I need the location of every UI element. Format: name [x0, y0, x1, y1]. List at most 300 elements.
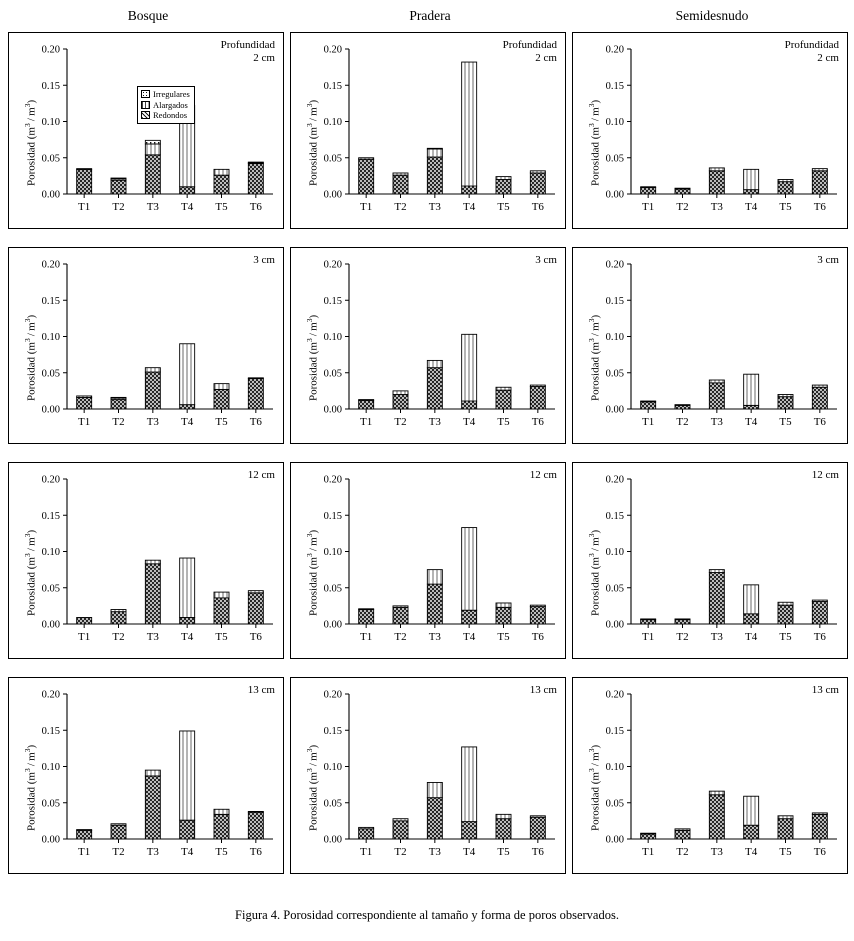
bar-segment	[530, 171, 545, 173]
bar-segment	[111, 610, 126, 612]
svg-text:0.05: 0.05	[323, 798, 342, 810]
x-tick-label: T6	[813, 631, 826, 643]
bar-segment	[530, 607, 545, 624]
x-tick-label: T5	[497, 201, 510, 213]
x-tick-label: T1	[360, 846, 373, 858]
x-tick-label: T3	[146, 846, 159, 858]
chart-panel-semidesnudo-12cm	[572, 462, 848, 659]
bar-segment	[77, 396, 92, 397]
bar-segment	[359, 159, 374, 194]
svg-text:0.00: 0.00	[41, 404, 60, 416]
panel-depth-label	[530, 684, 557, 697]
x-tick-label: T1	[78, 631, 91, 643]
chart-panel-pradera-3cm	[290, 247, 566, 444]
bar-segment	[180, 405, 195, 409]
bar-segment	[111, 824, 126, 825]
x-tick-label: T4	[181, 631, 194, 643]
plot-area	[573, 678, 849, 875]
bar-segment	[180, 731, 195, 820]
bar-segment	[427, 149, 442, 157]
bar-segment	[145, 368, 160, 372]
panel-depth-label	[503, 39, 557, 65]
bar-segment	[393, 607, 408, 624]
bar-segment	[812, 602, 827, 624]
chart-panel-bosque-2cm	[8, 32, 284, 229]
bar-segment	[709, 795, 724, 839]
bar-segment	[675, 619, 690, 620]
bar-segment	[496, 177, 511, 180]
x-tick-label: T4	[181, 201, 194, 213]
bar-segment	[462, 401, 477, 409]
depth-value-text: 12 cm	[529, 469, 557, 481]
svg-text:0.20: 0.20	[41, 474, 60, 486]
bar-segment	[359, 827, 374, 828]
svg-text:0.20: 0.20	[323, 259, 342, 271]
bar-segment	[145, 560, 160, 564]
x-tick-label: T5	[215, 416, 228, 428]
svg-text:0.15: 0.15	[41, 510, 60, 522]
x-tick-label: T5	[497, 846, 510, 858]
bar-segment	[427, 584, 442, 624]
chart-panel-bosque-12cm	[8, 462, 284, 659]
x-tick-label: T1	[642, 631, 655, 643]
bar-segment	[427, 157, 442, 194]
column-titles	[0, 8, 854, 30]
bar-segment	[744, 825, 759, 839]
x-tick-label: T6	[813, 201, 826, 213]
x-tick-label: T6	[531, 631, 544, 643]
bar-segment	[180, 344, 195, 405]
bar-segment	[496, 180, 511, 195]
bar-segment	[180, 187, 195, 194]
panel-depth-label	[253, 254, 275, 267]
y-axis-label: Porosidad $(m^3 / m^3)$	[305, 99, 320, 186]
svg-text:0.15: 0.15	[41, 725, 60, 737]
y-axis-label: Porosidad $(m^3 / m^3)$	[587, 529, 602, 616]
bar-segment	[641, 402, 656, 409]
bar-segment	[393, 175, 408, 194]
bar-segment	[744, 614, 759, 624]
plot-area	[9, 678, 285, 875]
svg-text:0.10: 0.10	[605, 117, 624, 128]
x-tick-label: T1	[642, 201, 655, 213]
x-tick-label: T4	[745, 846, 758, 858]
bar-segment	[709, 168, 724, 171]
bar-segment	[248, 593, 263, 624]
bar-segment	[77, 397, 92, 409]
bar-segment	[393, 173, 408, 175]
svg-text:0.10: 0.10	[323, 117, 342, 128]
bar-segment	[709, 380, 724, 383]
x-tick-label: T2	[676, 631, 689, 643]
svg-text:0.10: 0.10	[323, 762, 342, 773]
bar-segment	[145, 564, 160, 624]
x-tick-label: T2	[394, 846, 407, 858]
bar-segment	[77, 617, 92, 624]
bar-segment	[145, 372, 160, 409]
bar-segment	[111, 178, 126, 179]
depth-value-text: 3 cm	[817, 254, 839, 266]
bar-segment	[111, 180, 126, 194]
x-tick-label: T1	[360, 416, 373, 428]
bar-segment	[145, 140, 160, 144]
svg-text:0.20: 0.20	[41, 259, 60, 271]
depth-value-text: 2 cm	[253, 52, 275, 64]
x-tick-label: T3	[428, 846, 441, 858]
svg-text:0.00: 0.00	[41, 189, 60, 201]
bar-segment	[675, 189, 690, 194]
bar-segment	[530, 605, 545, 606]
bar-segment	[427, 148, 442, 149]
svg-text:0.05: 0.05	[41, 153, 60, 165]
svg-text:0.15: 0.15	[41, 80, 60, 92]
bar-segment	[709, 573, 724, 624]
bar-segment	[778, 182, 793, 194]
x-tick-label: T2	[676, 416, 689, 428]
legend-label: Redondos	[153, 110, 187, 120]
y-axis-label: Porosidad $(m^3 / m^3)$	[305, 744, 320, 831]
column-title-bosque: Bosque	[127, 8, 169, 23]
bar-segment	[530, 385, 545, 386]
svg-text:0.05: 0.05	[41, 798, 60, 810]
chart-panel-pradera-12cm	[290, 462, 566, 659]
plot-area	[573, 248, 849, 445]
bar-segment	[778, 819, 793, 839]
svg-text:0.20: 0.20	[605, 474, 624, 486]
svg-text:0.20: 0.20	[323, 689, 342, 701]
x-tick-label: T5	[779, 201, 792, 213]
bar-segment	[145, 144, 160, 155]
bar-segment	[214, 598, 229, 624]
plot-area	[9, 248, 285, 445]
bar-segment	[393, 606, 408, 607]
svg-text:0.05: 0.05	[605, 798, 624, 810]
svg-text:0.10: 0.10	[605, 332, 624, 343]
profundidad-text: Profundidad	[220, 39, 275, 51]
bar-segment	[393, 819, 408, 821]
panel-depth-label	[248, 469, 275, 482]
bar-segment	[180, 558, 195, 617]
bar-segment	[641, 619, 656, 620]
bar-segment	[145, 776, 160, 839]
y-axis-label: Porosidad $(m^3 / m^3)$	[23, 744, 38, 831]
svg-text:0.20: 0.20	[323, 474, 342, 486]
plot-area	[573, 463, 849, 660]
x-tick-label: T6	[531, 201, 544, 213]
x-tick-label: T2	[394, 631, 407, 643]
x-tick-label: T6	[531, 846, 544, 858]
bar-segment	[77, 830, 92, 839]
x-tick-label: T4	[745, 416, 758, 428]
svg-text:0.00: 0.00	[41, 619, 60, 631]
plot-area	[291, 678, 567, 875]
bar-segment	[214, 809, 229, 814]
x-tick-label: T6	[813, 416, 826, 428]
x-tick-label: T1	[78, 201, 91, 213]
x-tick-label: T1	[642, 846, 655, 858]
x-tick-label: T4	[463, 201, 476, 213]
bar-segment	[145, 155, 160, 194]
x-tick-label: T6	[249, 846, 262, 858]
depth-value-text: 13 cm	[529, 684, 557, 696]
chart-legend	[137, 86, 195, 124]
bar-segment	[214, 169, 229, 175]
svg-text:0.15: 0.15	[323, 725, 342, 737]
x-tick-label: T4	[181, 846, 194, 858]
svg-text:0.10: 0.10	[605, 762, 624, 773]
bar-segment	[641, 187, 656, 188]
plot-area	[291, 248, 567, 445]
panel-depth-label	[530, 469, 557, 482]
svg-text:0.15: 0.15	[323, 80, 342, 92]
svg-text:0.20: 0.20	[605, 259, 624, 271]
x-tick-label: T1	[360, 631, 373, 643]
x-tick-label: T4	[181, 416, 194, 428]
bar-segment	[675, 620, 690, 624]
bar-segment	[778, 180, 793, 182]
bar-segment	[111, 825, 126, 839]
panel-depth-label	[535, 254, 557, 267]
y-axis-label: Porosidad $(m^3 / m^3)$	[23, 529, 38, 616]
bar-segment	[812, 600, 827, 601]
svg-text:0.00: 0.00	[323, 834, 342, 846]
y-axis-label: Porosidad $(m^3 / m^3)$	[587, 744, 602, 831]
bar-segment	[359, 400, 374, 409]
depth-value-text: 3 cm	[535, 254, 557, 266]
bar-segment	[744, 374, 759, 405]
svg-text:0.05: 0.05	[41, 583, 60, 595]
bar-segment	[393, 395, 408, 410]
panel-depth-label	[785, 39, 839, 65]
chart-panel-semidesnudo-3cm	[572, 247, 848, 444]
svg-text:0.00: 0.00	[323, 404, 342, 416]
bar-segment	[359, 610, 374, 625]
x-tick-label: T1	[642, 416, 655, 428]
bar-segment	[709, 570, 724, 573]
chart-panel-bosque-13cm	[8, 677, 284, 874]
x-tick-label: T4	[745, 201, 758, 213]
bar-segment	[462, 528, 477, 611]
svg-text:0.00: 0.00	[323, 189, 342, 201]
svg-text:0.20: 0.20	[41, 689, 60, 701]
svg-text:0.20: 0.20	[323, 44, 342, 56]
svg-text:0.15: 0.15	[605, 510, 624, 522]
svg-text:0.00: 0.00	[605, 834, 624, 846]
legend-label: Irregulares	[153, 89, 190, 99]
bar-segment	[496, 603, 511, 607]
bar-segment	[248, 162, 263, 163]
x-tick-label: T3	[146, 416, 159, 428]
bar-segment	[496, 819, 511, 839]
svg-text:0.00: 0.00	[41, 834, 60, 846]
x-tick-label: T4	[463, 631, 476, 643]
svg-text:0.20: 0.20	[605, 44, 624, 56]
x-tick-label: T5	[497, 416, 510, 428]
bar-segment	[496, 390, 511, 409]
svg-text:0.10: 0.10	[41, 762, 60, 773]
svg-text:0.10: 0.10	[41, 547, 60, 558]
bar-segment	[641, 620, 656, 624]
bar-segment	[462, 822, 477, 839]
bar-segment	[77, 169, 92, 194]
bar-segment	[248, 378, 263, 379]
bar-segment	[675, 188, 690, 189]
bar-segment	[778, 605, 793, 624]
svg-text:0.10: 0.10	[323, 547, 342, 558]
panel-depth-label	[221, 39, 275, 65]
x-tick-label: T2	[112, 631, 125, 643]
svg-text:0.20: 0.20	[605, 689, 624, 701]
svg-text:0.05: 0.05	[605, 368, 624, 380]
x-tick-label: T6	[531, 416, 544, 428]
x-tick-label: T5	[215, 201, 228, 213]
bar-segment	[641, 187, 656, 194]
x-tick-label: T3	[710, 416, 723, 428]
bar-segment	[675, 830, 690, 839]
bar-segment	[744, 169, 759, 189]
bar-segment	[675, 829, 690, 830]
x-tick-label: T5	[215, 846, 228, 858]
depth-value-text: 12 cm	[811, 469, 839, 481]
bar-segment	[427, 368, 442, 409]
x-tick-label: T5	[215, 631, 228, 643]
bar-segment	[675, 405, 690, 406]
bar-segment	[214, 814, 229, 839]
x-tick-label: T2	[112, 416, 125, 428]
bar-segment	[427, 782, 442, 797]
bar-segment	[248, 591, 263, 593]
bar-segment	[812, 385, 827, 387]
svg-text:0.05: 0.05	[323, 153, 342, 165]
bar-segment	[427, 360, 442, 367]
x-tick-label: T5	[779, 416, 792, 428]
bar-segment	[145, 770, 160, 776]
x-tick-label: T2	[112, 846, 125, 858]
panel-depth-label	[812, 684, 839, 697]
bar-segment	[812, 171, 827, 194]
bar-segment	[359, 609, 374, 610]
y-axis-label: Porosidad $(m^3 / m^3)$	[305, 314, 320, 401]
bar-segment	[744, 585, 759, 614]
svg-text:0.00: 0.00	[605, 619, 624, 631]
x-tick-label: T5	[779, 846, 792, 858]
chart-panel-semidesnudo-2cm	[572, 32, 848, 229]
svg-text:0.20: 0.20	[41, 44, 60, 56]
bar-segment	[214, 592, 229, 598]
bar-segment	[812, 169, 827, 171]
x-tick-label: T6	[813, 846, 826, 858]
bar-segment	[248, 379, 263, 409]
bar-segment	[675, 405, 690, 409]
svg-text:0.00: 0.00	[605, 404, 624, 416]
depth-value-text: 13 cm	[811, 684, 839, 696]
bar-segment	[530, 173, 545, 194]
svg-text:0.15: 0.15	[41, 295, 60, 307]
plot-area	[9, 463, 285, 660]
bar-segment	[709, 171, 724, 194]
x-tick-label: T3	[428, 201, 441, 213]
depth-value-text: 2 cm	[535, 52, 557, 64]
legend-item	[141, 89, 190, 100]
plot-area	[291, 463, 567, 660]
svg-text:0.05: 0.05	[605, 583, 624, 595]
bar-segment	[248, 812, 263, 839]
bar-segment	[462, 334, 477, 401]
bar-segment	[111, 397, 126, 398]
bar-segment	[641, 833, 656, 834]
bar-segment	[812, 813, 827, 814]
x-tick-label: T5	[497, 631, 510, 643]
x-tick-label: T5	[779, 631, 792, 643]
bar-segment	[214, 384, 229, 390]
bar-segment	[744, 190, 759, 194]
x-tick-label: T1	[78, 846, 91, 858]
x-tick-label: T1	[360, 201, 373, 213]
bar-segment	[111, 612, 126, 624]
x-tick-label: T2	[394, 201, 407, 213]
legend-item	[141, 110, 190, 121]
bar-segment	[462, 62, 477, 186]
chart-panel-pradera-13cm	[290, 677, 566, 874]
bar-segment	[462, 610, 477, 624]
depth-value-text: 12 cm	[247, 469, 275, 481]
x-tick-label: T6	[249, 416, 262, 428]
legend-swatch-icon	[141, 101, 150, 109]
bar-segment	[462, 747, 477, 822]
bar-segment	[496, 607, 511, 624]
svg-text:0.05: 0.05	[323, 368, 342, 380]
x-tick-label: T3	[428, 416, 441, 428]
svg-text:0.10: 0.10	[41, 117, 60, 128]
bar-segment	[248, 811, 263, 812]
y-axis-label: Porosidad $(m^3 / m^3)$	[587, 99, 602, 186]
x-tick-label: T6	[249, 631, 262, 643]
svg-text:0.05: 0.05	[605, 153, 624, 165]
bar-segment	[744, 405, 759, 409]
chart-panel-semidesnudo-13cm	[572, 677, 848, 874]
svg-text:0.15: 0.15	[323, 295, 342, 307]
bar-segment	[530, 816, 545, 817]
svg-text:0.15: 0.15	[323, 510, 342, 522]
bar-segment	[530, 387, 545, 409]
legend-swatch-icon	[141, 111, 150, 119]
bar-segment	[214, 175, 229, 194]
x-tick-label: T2	[112, 201, 125, 213]
x-tick-label: T4	[745, 631, 758, 643]
x-tick-label: T3	[710, 631, 723, 643]
bar-segment	[393, 821, 408, 839]
svg-text:0.15: 0.15	[605, 295, 624, 307]
bar-segment	[709, 791, 724, 795]
legend-label: Alargados	[153, 99, 188, 110]
bar-segment	[744, 796, 759, 825]
chart-panel-bosque-3cm	[8, 247, 284, 444]
svg-text:0.00: 0.00	[323, 619, 342, 631]
column-title-semidesnudo: Semidesnudo	[675, 8, 749, 23]
bar-segment	[111, 400, 126, 409]
x-tick-label: T2	[394, 416, 407, 428]
x-tick-label: T3	[428, 631, 441, 643]
bar-segment	[248, 164, 263, 194]
legend-item	[141, 100, 190, 111]
bar-segment	[496, 387, 511, 390]
svg-text:0.15: 0.15	[605, 80, 624, 92]
bar-segment	[496, 814, 511, 818]
x-tick-label: T3	[146, 201, 159, 213]
x-tick-label: T6	[249, 201, 262, 213]
x-tick-label: T4	[463, 846, 476, 858]
bar-segment	[77, 830, 92, 831]
